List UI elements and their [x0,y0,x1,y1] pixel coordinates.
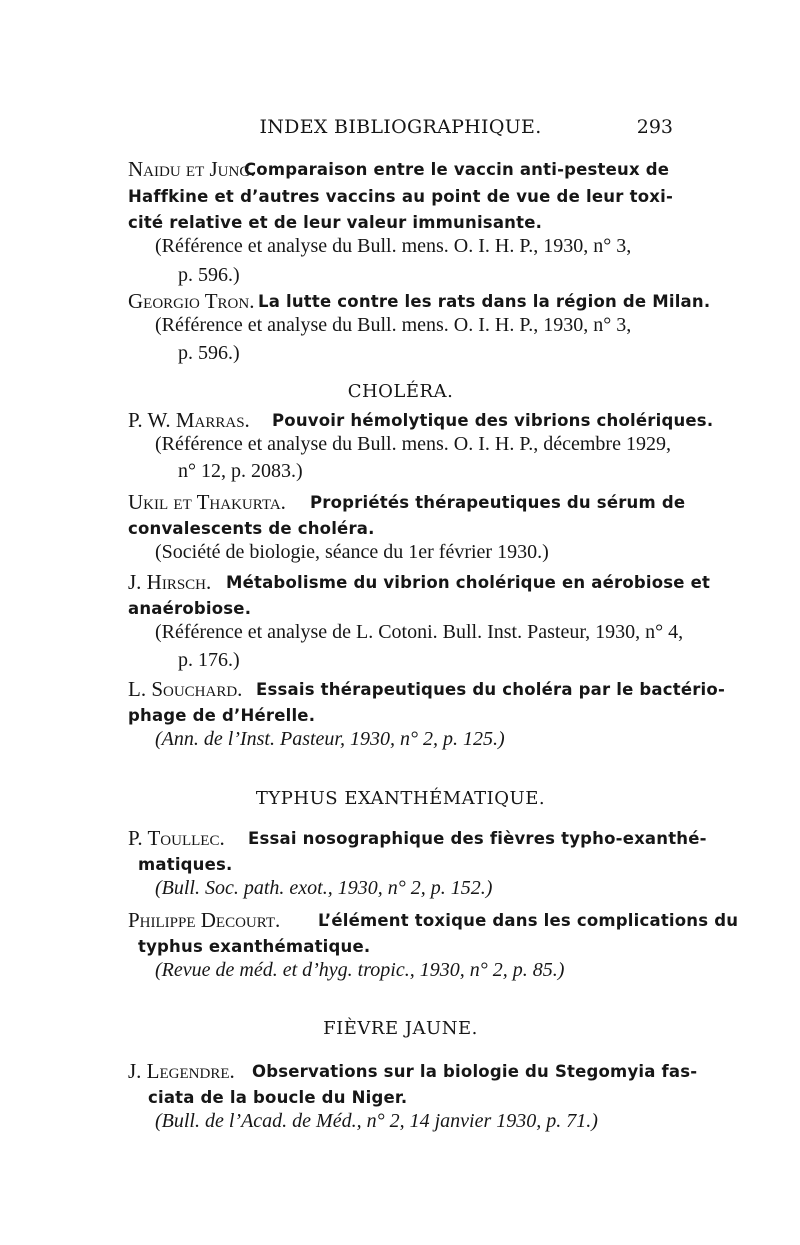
entry-title-line: Essais thérapeutiques du choléra par le bactério- [256,680,725,699]
entry-reference-line: p. 596.) [178,264,240,286]
entry-author: Philippe Decourt. [128,908,281,932]
entry-title-line: La lutte contre les rats dans la région de Milan. [258,292,711,311]
entry-reference-line: (Référence et analyse du Bull. mens. O. I. H. P., 1930, n° 3, [155,314,632,336]
entry-title-line: typhus exanthématique. [138,937,371,956]
entry-reference-line: (Bull. Soc. path. exot., 1930, n° 2, p. 152.) [155,877,493,899]
header-title: INDEX BIBLIOGRAPHIQUE. [259,116,542,138]
entry-title-line: ciata de la boucle du Niger. [148,1088,408,1107]
section-heading: FIÈVRE JAUNE. [323,1018,478,1039]
page-number: 293 [636,116,673,138]
entry-reference-line: p. 176.) [178,649,240,671]
entry-title-line: L’élément toxique dans les complications du [318,911,739,930]
entry-title-line: Essai nosographique des fièvres typho-exanthé- [248,829,707,848]
entry-reference-line: (Référence et analyse du Bull. mens. O. I. H. P., décembre 1929, [155,433,671,455]
entry-title-line: anaérobiose. [128,599,252,618]
entry-title-line: Pouvoir hémolytique des vibrions cholériques. [272,411,714,430]
entry-author: J. Hirsch. [128,570,212,594]
entry-title-line: convalescents de choléra. [128,519,375,538]
entry-title-line: matiques. [138,855,233,874]
entry-title-line: Métabolisme du vibrion cholérique en aérobiose et [226,573,711,592]
entry-reference-line: (Revue de méd. et d’hyg. tropic., 1930, n° 2, p. 85.) [155,959,565,981]
entry-author: Ukil et Thakurta. [128,490,286,514]
entry-reference-line: (Référence et analyse de L. Cotoni. Bull. Inst. Pasteur, 1930, n° 4, [155,621,684,643]
entry-author: L. Souchard. [128,677,243,701]
entry-reference-line: (Ann. de l’Inst. Pasteur, 1930, n° 2, p. 125.) [155,728,505,750]
entry-title-line: Haffkine et d’autres vaccins au point de vue de leur toxi- [128,187,673,206]
entry-author: J. Legendre. [128,1059,235,1083]
entry-reference-line: (Bull. de l’Acad. de Méd., n° 2, 14 janvier 1930, p. 71.) [155,1110,598,1132]
entry-title-line: phage de d’Hérelle. [128,706,316,725]
entry-author: Georgio Tron. [128,289,255,313]
entry-reference-line: (Société de biologie, séance du 1er février 1930.) [155,541,549,563]
entry-reference-line: p. 596.) [178,342,240,364]
entry-author: P. Toullec. [128,826,225,850]
entry-title-line: Propriétés thérapeutiques du sérum de [310,493,686,512]
section-heading: CHOLÉRA. [347,381,454,402]
entry-reference-line: (Référence et analyse du Bull. mens. O. I. H. P., 1930, n° 3, [155,235,632,257]
entry-reference-line: n° 12, p. 2083.) [178,460,303,482]
entry-title-line: Observations sur la biologie du Stegomyia fas- [252,1062,698,1081]
entry-author: Naidu et Jung. [128,157,256,181]
entry-title-line: cité relative et de leur valeur immunisante. [128,213,543,232]
entry-title-line: Comparaison entre le vaccin anti-pesteux de [244,160,670,179]
running-header [128,116,673,142]
entry-author: P. W. Marras. [128,408,250,432]
section-heading: TYPHUS EXANTHÉMATIQUE. [255,788,546,809]
